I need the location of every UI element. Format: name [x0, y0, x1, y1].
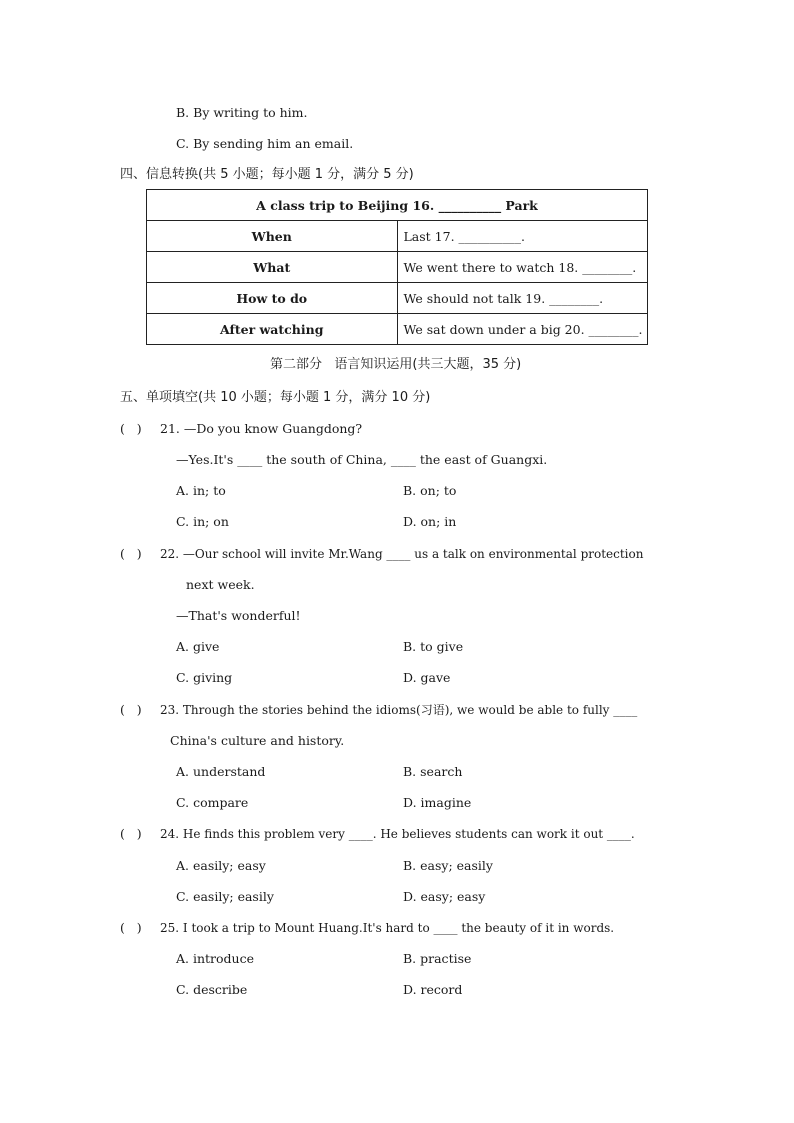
question-23-stem-cont: China's culture and history.: [170, 733, 345, 748]
option-c: C. giving: [176, 670, 233, 685]
row-label: After watching: [147, 314, 398, 345]
option-c: C. compare: [176, 795, 249, 810]
row-label: How to do: [147, 283, 398, 314]
table-title: A class trip to Beijing 16. __________ Park: [147, 190, 648, 221]
option-a: A. easily; easy: [176, 858, 266, 873]
answer-bracket[interactable]: ( ): [120, 920, 142, 935]
row-value: We should not talk 19. ________.: [397, 283, 648, 314]
question-25-stem: 25. I took a trip to Mount Huang.It's hard to ____ the beauty of it in words.: [160, 921, 615, 935]
option-a: A. understand: [176, 764, 266, 779]
option-a: A. introduce: [176, 951, 254, 966]
row-value: Last 17. __________.: [397, 221, 648, 252]
section5-heading: 五、单项填空(共 10 小题；每小题 1 分，满分 10 分): [120, 390, 431, 405]
option-b: B. easy; easily: [403, 858, 493, 873]
option-b: B. practise: [403, 951, 472, 966]
option-d: D. record: [403, 982, 463, 997]
table-header-row: [147, 190, 648, 221]
question-21-stem: 21. —Do you know Guangdong?: [160, 421, 363, 436]
question-24-stem: 24. He finds this problem very ____. He believes students can work it out ____.: [160, 827, 635, 841]
option-c: C. describe: [176, 982, 248, 997]
option-b: B. By writing to him.: [176, 105, 308, 120]
option-d: D. easy; easy: [403, 889, 486, 904]
option-c: C. By sending him an email.: [176, 136, 354, 151]
option-d: D. on; in: [403, 514, 457, 529]
section4-heading: 四、信息转换(共 5 小题；每小题 1 分，满分 5 分): [120, 167, 414, 182]
option-c: C. in; on: [176, 514, 229, 529]
option-b: B. search: [403, 764, 463, 779]
question-22-stem: 22. —Our school will invite Mr.Wang ____ us a talk on environmental protection: [160, 547, 644, 561]
row-label: What: [147, 252, 398, 283]
option-b: B. to give: [403, 639, 464, 654]
table-row: [147, 283, 648, 314]
question-22-stem-cont: next week.: [186, 577, 255, 592]
option-a: A. in; to: [176, 483, 226, 498]
option-d: D. imagine: [403, 795, 472, 810]
table-row: [147, 221, 648, 252]
table-row: [147, 252, 648, 283]
part2-heading: 第二部分 语言知识运用(共三大题，35 分): [270, 357, 522, 372]
info-table: [146, 189, 648, 345]
row-value: We went there to watch 18. ________.: [397, 252, 648, 283]
answer-bracket[interactable]: ( ): [120, 826, 142, 841]
answer-bracket[interactable]: ( ): [120, 421, 142, 436]
option-d: D. gave: [403, 670, 451, 685]
question-23-stem: 23. Through the stories behind the idioms(习语), we would be able to fully ____: [160, 703, 638, 717]
question-21-reply: —Yes.It's ____ the south of China, ____ the east of Guangxi.: [176, 452, 548, 467]
option-b: B. on; to: [403, 483, 457, 498]
question-22-reply: —That's wonderful!: [176, 608, 301, 623]
row-value: We sat down under a big 20. ________.: [397, 314, 648, 345]
row-label: When: [147, 221, 398, 252]
answer-bracket[interactable]: ( ): [120, 546, 142, 561]
answer-bracket[interactable]: ( ): [120, 702, 142, 717]
option-c: C. easily; easily: [176, 889, 274, 904]
table-row: [147, 314, 648, 345]
option-a: A. give: [176, 639, 220, 654]
